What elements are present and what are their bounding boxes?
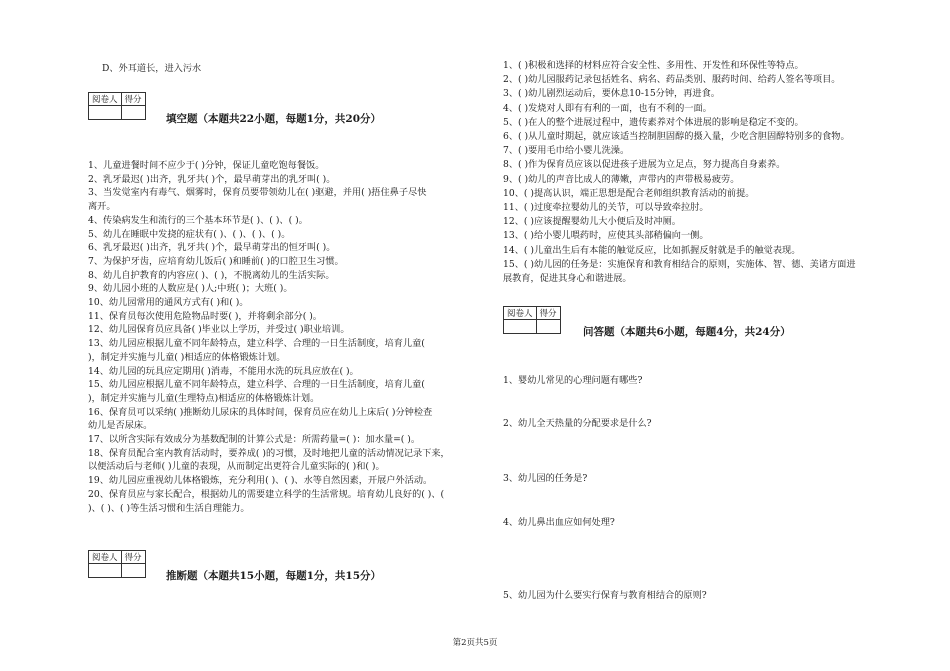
- judge-question-line: 8、( )作为保育员应该以促进孩子进展为立足点，努力提高自身素养。: [503, 159, 786, 171]
- fill-question-line: 19、幼儿园应重视幼儿体格锻炼，充分利用( )、( )、水等自然因素，开展户外活动。: [88, 475, 433, 487]
- fill-question-line: )，制定并实施与儿童( )相适应的体格锻炼计划。: [88, 351, 286, 363]
- fill-question-line: 11、保育员每次使用危险物品时要( )，并将剩余部分( )。: [88, 310, 322, 322]
- judge-question-line: 11、( )过度牵拉婴幼儿的关节，可以导致牵拉肘。: [503, 202, 709, 213]
- grader-label: 阅卷人: [504, 307, 537, 320]
- fill-question-line: 18、保育员配合室内教育活动时，要养成( )的习惯，及时地把儿童的活动情况记录下来，: [88, 447, 450, 459]
- fill-section-heading: 填空题（本题共22小题，每题1分，共20分）: [166, 113, 382, 125]
- grader-cell[interactable]: [504, 320, 537, 334]
- judge-question-line: 10、( )提高认识，端正思想是配合老师组织教育活动的前提。: [503, 187, 755, 199]
- judge-question-line: 展教育，促进其身心和谐进展。: [503, 273, 632, 284]
- fill-question-line: 6、乳牙最迟( )出齐，乳牙共( )个，最早萌芽出的恒牙叫( )。: [88, 242, 336, 254]
- judge-question-line: 3、( )幼儿剧烈运动后，要休息10-15分钟，再进食。: [503, 88, 720, 100]
- score-box-qa: [503, 306, 561, 334]
- fill-question-line: 15、幼儿园应根据儿童不同年龄特点，建立科学、合理的一日生活制度，培育儿童(: [88, 379, 425, 391]
- judge-question-line: 4、( )发烧对人即有有利的一面，也有不利的一面。: [503, 102, 712, 114]
- judge-question-line: 6、( )从儿童时期起，就应该适当控制胆固醇的摄入量，少吃含胆固醇特别多的食物。: [503, 131, 850, 142]
- grader-label: 阅卷人: [89, 551, 122, 564]
- judge-question-line: 5、( )在人的整个进展过程中，遗传素养对个体进展的影响是稳定不变的。: [503, 116, 804, 128]
- fill-question-line: 17、以所含实际有效成分为基数配制的计算公式是：所需药量=( )：加水量=( )。: [88, 434, 421, 445]
- fill-question-line: 幼儿是否尿床。: [88, 420, 153, 432]
- judge-question-line: 9、( )幼儿的声音比成人的薄嫩，声带内的声带极易疲劳。: [503, 173, 740, 185]
- fill-question-line: 7、为保护牙齿，应培育幼儿饭后( )和睡前( )的口腔卫生习惯。: [88, 255, 344, 267]
- score-box-judge: [88, 550, 146, 578]
- grader-cell[interactable]: [89, 564, 122, 578]
- fill-question-line: 8、幼儿自护教育的内容应( )、( )，不脱离幼儿的生活实际。: [88, 269, 335, 281]
- qa-question: 3、幼儿园的任务是?: [503, 473, 588, 484]
- fill-question-line: 1、儿童进餐时间不应少于( )分钟，保证儿童吃饱每餐饭。: [88, 160, 325, 171]
- fill-question-line: 14、幼儿园的玩具应定期用( )消毒，不能用水洗的玩具应放在( )。: [88, 365, 359, 377]
- score-box-fill: [88, 92, 146, 120]
- fill-question-line: 离开。: [88, 201, 116, 213]
- judge-question-line: 13、( )给小婴儿喂药时，应使其头部稍偏向一侧。: [503, 230, 709, 242]
- fill-question-line: 5、幼儿在睡眠中发挠的症状有( )、( )、( )、( )。: [88, 228, 291, 240]
- judge-question-line: 2、( )幼儿园服药记录包括姓名、病名、药品类别、服药时间、给药人签名等项目。: [503, 74, 841, 86]
- fill-question-line: 9、幼儿园小班的人数应是( )人;中班( )；大班( )。: [88, 283, 293, 295]
- qa-question: 4、幼儿鼻出血应如何处理?: [503, 517, 615, 528]
- fill-question-line: 3、当发觉室内有毒气、烟雾时，保育员要带领幼儿在( )驱避，并用( )捂住鼻子尽快: [88, 187, 427, 199]
- judge-question-line: 7、( )要用毛巾给小婴儿洗澡。: [503, 145, 630, 157]
- score-cell[interactable]: [536, 320, 560, 334]
- fill-question-line: 2、乳牙最迟( )出齐，乳牙共( )个，最早萌芽出的乳牙叫( )。: [88, 173, 336, 185]
- fill-question-line: 以便活动后与老师( )儿童的表现，从而制定出更符合儿童实际的( )和( )。: [88, 461, 385, 473]
- fill-question-line: 13、幼儿园应根据儿童不同年龄特点，建立科学、合理的一日生活制度，培育儿童(: [88, 338, 425, 350]
- score-cell[interactable]: [121, 564, 145, 578]
- qa-question: 2、幼儿全天热量的分配要求是什么?: [503, 418, 652, 429]
- qa-section-heading: 问答题（本题共6小题，每题4分，共24分）: [583, 326, 791, 338]
- judge-question-line: 15、( )幼儿园的任务是：实施保育和教育相结合的原则，实施体、智、德、美诸方面进: [503, 258, 856, 270]
- fill-question-line: )、( )、( )等生活习惯和生活自理能力。: [88, 502, 250, 514]
- fill-question-line: 4、传染病发生和流行的三个基本环节是( )、( )、( )。: [88, 214, 308, 226]
- score-label: 得分: [121, 93, 145, 106]
- score-cell[interactable]: [121, 106, 145, 120]
- grader-label: 阅卷人: [89, 93, 122, 106]
- fill-question-line: 12、幼儿园保育员应具备( )毕业以上学历，并受过( )职业培训。: [88, 324, 350, 336]
- grader-cell[interactable]: [89, 106, 122, 120]
- qa-question: 5、幼儿园为什么要实行保育与教育相结合的原则?: [503, 590, 707, 601]
- judge-question-line: 1、( )积极和选择的材料应符合安全性、多用性、开发性和环保性等特点。: [503, 60, 804, 71]
- fill-question-line: 20、保育员应与家长配合，根据幼儿的需要建立科学的生活常规。培育幼儿良好的( )、(: [88, 488, 445, 500]
- fill-question-line: 16、保育员可以采纳( )推断幼儿尿床的具体时间，保育员应在幼儿上床后( )分钟检查: [88, 406, 433, 418]
- option-d-line: D、外耳道长，进入污水: [102, 63, 202, 74]
- fill-question-line: 10、幼儿园常用的通风方式有( )和( )。: [88, 297, 249, 308]
- judge-question-line: 14、( )儿童出生后有本能的触觉反应，比如抓握反射就是手的触觉表现。: [503, 244, 801, 256]
- page-footer: 第2页共5页: [452, 638, 498, 648]
- score-label: 得分: [121, 551, 145, 564]
- qa-question: 1、婴幼儿常见的心理问题有哪些?: [503, 375, 643, 386]
- fill-question-line: )，制定并实施与儿童(生理特点)相适应的体格锻炼计划。: [88, 392, 320, 404]
- judge-section-heading: 推断题（本题共15小题，每题1分，共15分）: [166, 570, 382, 582]
- judge-question-line: 12、( )应该提醒婴幼儿大小便后及时冲厕。: [503, 216, 681, 228]
- score-label: 得分: [536, 307, 560, 320]
